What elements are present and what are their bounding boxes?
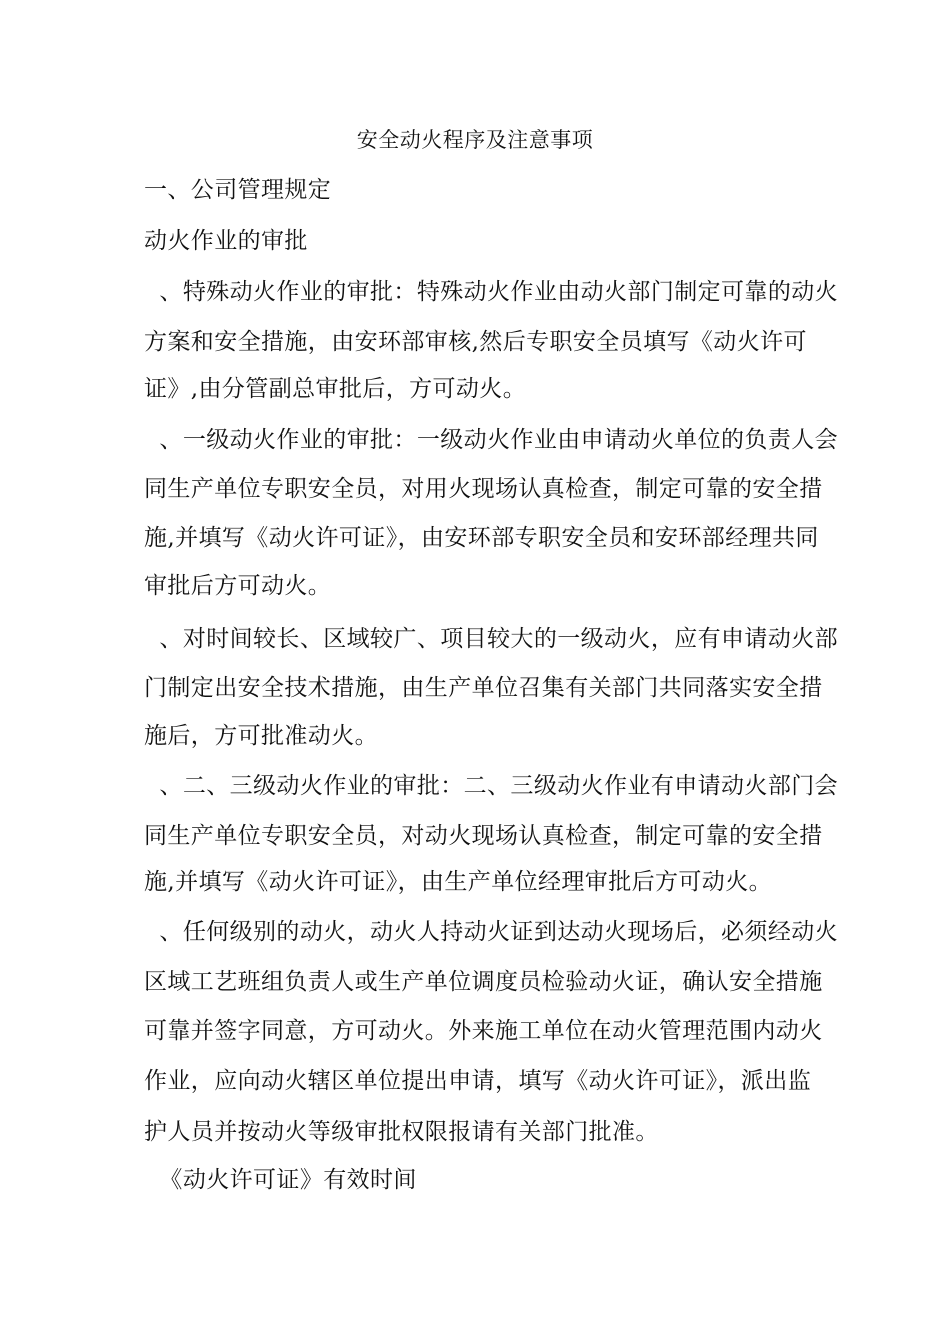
paragraph-line: 、任何级别的动火，动火人持动火证到达动火现场后，必须经动火 [144,919,839,945]
paragraph-line: 证》,由分管副总审批后，方可动火。 [144,376,527,402]
subsection-heading: 《动火许可证》有效时间 [144,1167,417,1193]
paragraph-line: 同生产单位专职安全员，对用火现场认真检查，制定可靠的安全措 [144,476,823,502]
paragraph-line: 审批后方可动火。 [144,573,332,599]
paragraph-line: 、一级动火作业的审批：一级动火作业由申请动火单位的负责人会 [144,427,839,453]
subsection-heading: 动火作业的审批 [144,228,308,254]
paragraph-line: 方案和安全措施，由安环部审核,然后专职安全员填写《动火许可 [144,329,807,355]
section-heading: 一、公司管理规定 [144,177,332,203]
paragraph-line: 施后，方可批准动火。 [144,723,378,749]
paragraph-line: 同生产单位专职安全员，对动火现场认真检查，制定可靠的安全措 [144,823,823,849]
paragraph-line: 可靠并签字同意，方可动火。外来施工单位在动火管理范围内动火 [144,1018,823,1044]
paragraph-line: 、二、三级动火作业的审批：二、三级动火作业有申请动火部门会 [144,773,839,799]
paragraph-line: 护人员并按动火等级审批权限报请有关部门批准。 [144,1119,659,1145]
page-title: 安全动火程序及注意事项 [356,128,594,152]
paragraph-line: 、特殊动火作业的审批：特殊动火作业由动火部门制定可靠的动火 [144,279,839,305]
paragraph-line: 区域工艺班组负责人或生产单位调度员检验动火证，确认安全措施 [144,969,823,995]
paragraph-line: 施,并填写《动火许可证》，由生产单位经理审批后方可动火。 [144,869,773,895]
paragraph-line: 、对时间较长、区域较广、项目较大的一级动火，应有申请动火部 [144,626,839,652]
paragraph-line: 施,并填写《动火许可证》，由安环部专职安全员和安环部经理共同 [144,525,819,551]
paragraph-line: 门制定出安全技术措施，由生产单位召集有关部门共同落实安全措 [144,675,823,701]
paragraph-line: 作业，应向动火辖区单位提出申请，填写《动火许可证》，派出监 [144,1068,812,1094]
